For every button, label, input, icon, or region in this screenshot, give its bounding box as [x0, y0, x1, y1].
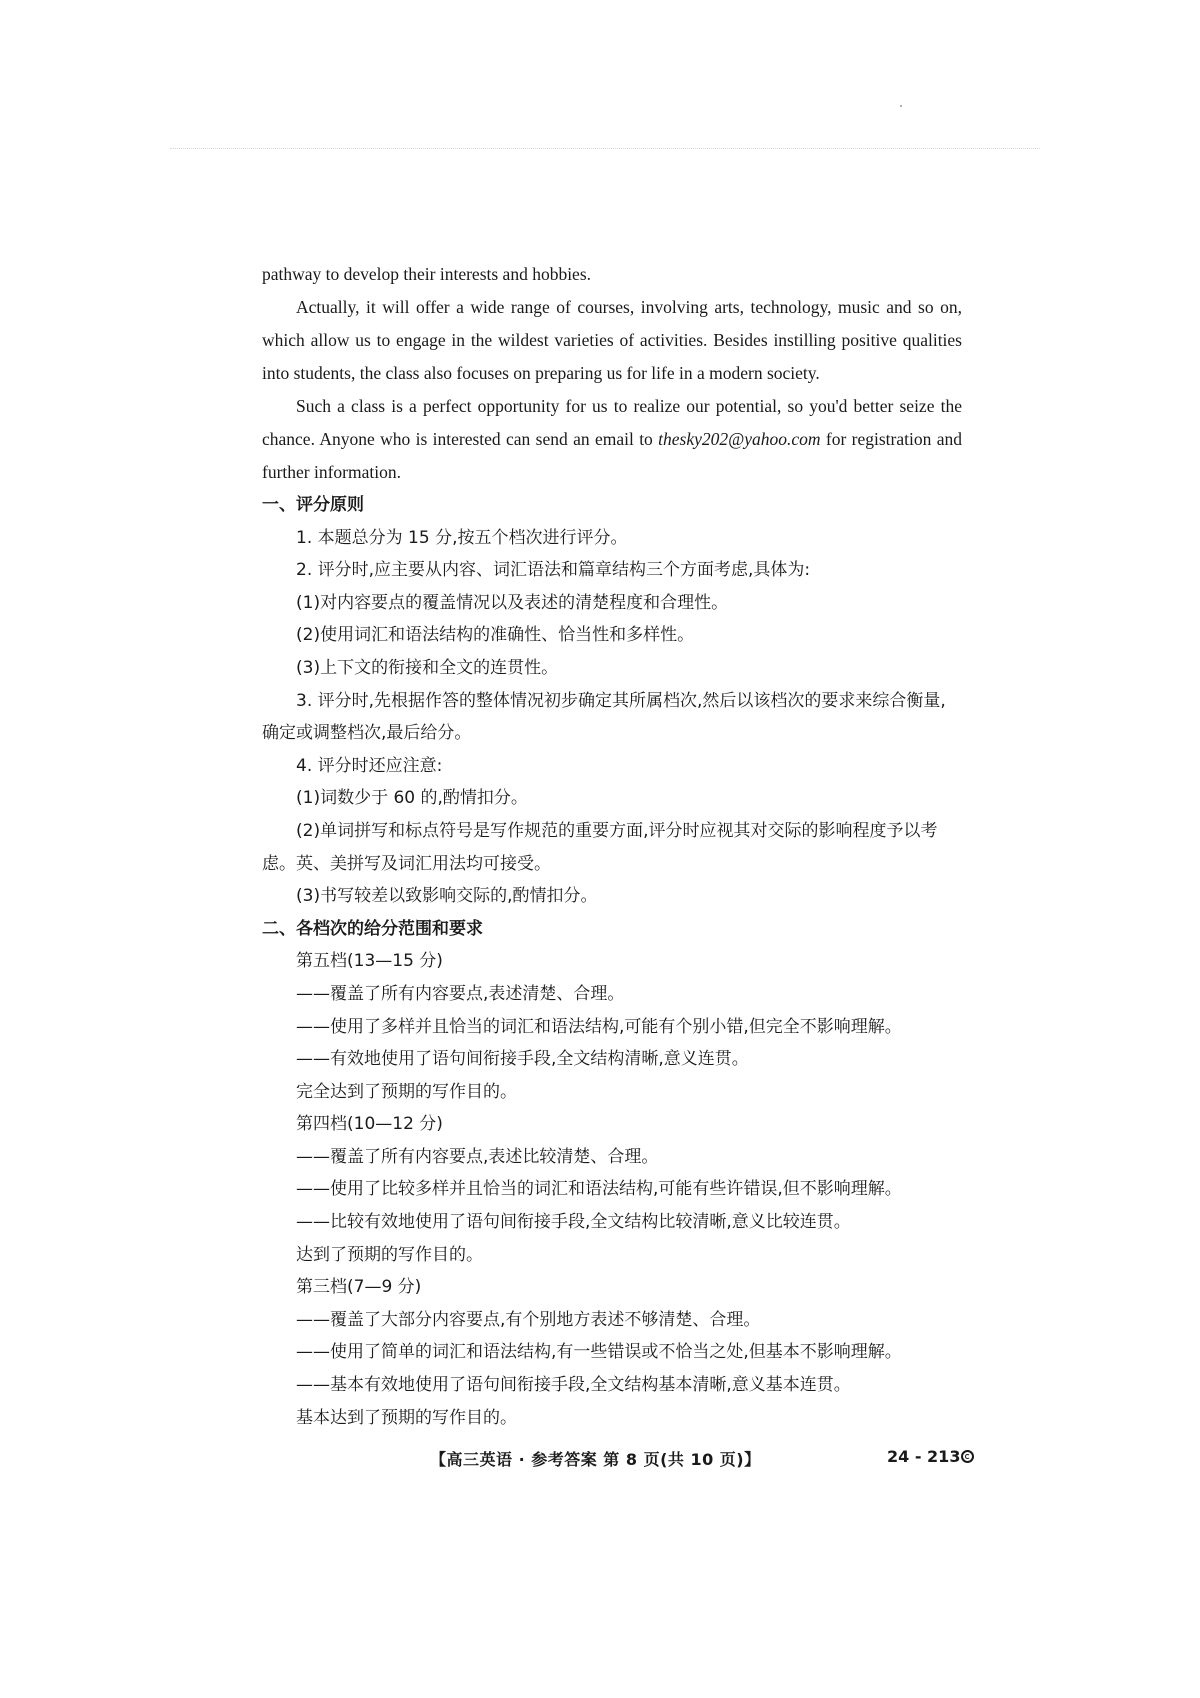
tier-line: ——使用了简单的词汇和语法结构,有一些错误或不恰当之处,但基本不影响理解。 — [296, 1342, 902, 1363]
tier-line: ——使用了比较多样并且恰当的词汇和语法结构,可能有些许错误,但不影响理解。 — [296, 1179, 902, 1200]
essay-line-1: pathway to develop their interests and hobbies. — [262, 264, 592, 284]
page-content — [262, 258, 962, 1434]
essay-paragraph-2: Actually, it will offer a wide range of courses, involving arts, technology, music and so on, which allow us to engage in the wildest varieties of activities. Besides instilling positive qualities into students, the class also focuses on preparing us for life in a modern society. — [262, 297, 962, 383]
rule-item: (1)词数少于 60 的,酌情扣分。 — [296, 788, 528, 809]
rule-item: 2. 评分时,应主要从内容、词汇语法和篇章结构三个方面考虑,具体为: — [296, 560, 811, 581]
tier-line: ——有效地使用了语句间衔接手段,全文结构清晰,意义连贯。 — [296, 1049, 749, 1070]
tier-line: 完全达到了预期的写作目的。 — [296, 1081, 517, 1102]
rule-item: (3)上下文的衔接和全文的连贯性。 — [296, 657, 559, 678]
section-2-heading: 二、各档次的给分范围和要求 — [262, 918, 483, 939]
rule-item: (3)书写较差以致影响交际的,酌情扣分。 — [296, 886, 598, 907]
essay-paragraph-3-after: for registration and further information. — [262, 429, 962, 482]
rule-item: (1)对内容要点的覆盖情况以及表述的清楚程度和合理性。 — [296, 592, 729, 613]
footer-title: 【高三英语 · 参考答案 第 8 页(共 10 页)】 — [430, 1450, 761, 1469]
tier-line: ——覆盖了大部分内容要点,有个别地方表述不够清楚、合理。 — [296, 1309, 761, 1330]
tier-line: ——覆盖了所有内容要点,表述比较清楚、合理。 — [296, 1146, 659, 1167]
tier-line: 达到了预期的写作目的。 — [296, 1244, 483, 1265]
essay-paragraph-3-before: Such a class is a perfect opportunity for us to realize our potential, so you'd better seize the chance. Anyone who is interested can send an email to — [262, 396, 962, 449]
rule-item: 1. 本题总分为 15 分,按五个档次进行评分。 — [296, 527, 628, 548]
email-address: thesky202@yahoo.com — [658, 429, 821, 449]
tier-title: 第四档(10—12 分) — [296, 1114, 443, 1135]
rule-item: 4. 评分时还应注意: — [296, 755, 443, 776]
rule-item: (2)使用词汇和语法结构的准确性、恰当性和多样性。 — [296, 625, 695, 646]
tier-line: 基本达到了预期的写作目的。 — [296, 1407, 517, 1428]
tier-title: 第三档(7—9 分) — [296, 1277, 422, 1298]
copyright-icon — [961, 1450, 974, 1463]
scan-speck — [900, 105, 902, 107]
page-footer — [0, 1447, 1200, 1477]
tier-line: ——比较有效地使用了语句间衔接手段,全文结构比较清晰,意义比较连贯。 — [296, 1212, 851, 1233]
tier-line: ——使用了多样并且恰当的词汇和语法结构,可能有个别小错,但完全不影响理解。 — [296, 1016, 902, 1037]
footer-code-text: 24 - 213 — [887, 1447, 961, 1466]
essay-paragraph-3 — [262, 390, 962, 489]
tier-title: 第五档(13—15 分) — [296, 951, 443, 972]
footer-code — [887, 1447, 974, 1466]
tier-line: ——基本有效地使用了语句间衔接手段,全文结构基本清晰,意义基本连贯。 — [296, 1375, 851, 1396]
section-1-heading: 一、评分原则 — [262, 495, 364, 515]
rule-item: (2)单词拼写和标点符号是写作规范的重要方面,评分时应视其对交际的影响程度予以考虑。英、美拼写及词汇用法均可接受。 — [262, 820, 938, 874]
tier-line: ——覆盖了所有内容要点,表述清楚、合理。 — [296, 983, 625, 1004]
scan-artifact-line — [170, 148, 1040, 149]
rule-item: 3. 评分时,先根据作答的整体情况初步确定其所属档次,然后以该档次的要求来综合衡量,确定或调整档次,最后给分。 — [262, 690, 946, 744]
